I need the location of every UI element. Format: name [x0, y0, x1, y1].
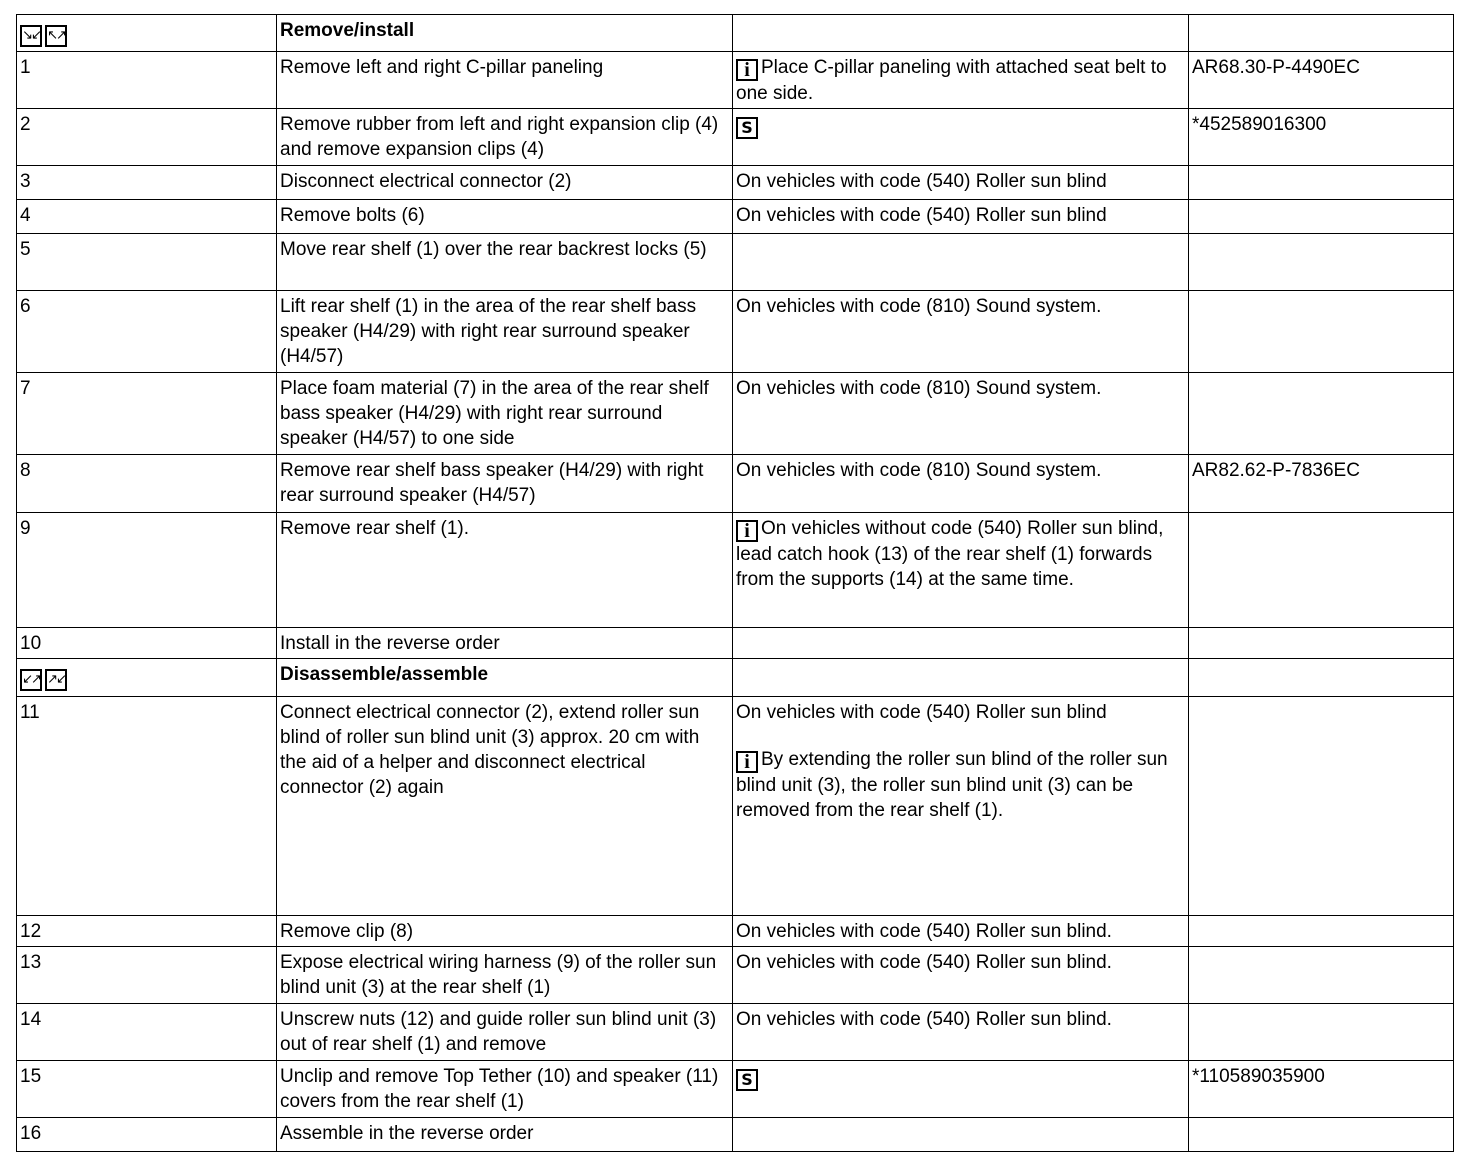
note [736, 950, 1183, 975]
remove-icon: ↘↙ [20, 25, 42, 47]
step-notes [733, 1118, 1189, 1152]
note-text: On vehicles with code (810) Sound system. [736, 460, 1102, 481]
step-number: 5 [17, 234, 277, 291]
note-text: On vehicles with code (810) Sound system. [736, 378, 1102, 399]
table-row [17, 291, 1454, 373]
step-notes [733, 373, 1189, 455]
table-row [17, 1061, 1454, 1118]
section-title: Remove/install [277, 15, 733, 52]
note-text: On vehicles with code (540) Roller sun blind [736, 205, 1107, 226]
step-number: 8 [17, 455, 277, 513]
step-action: Remove rear shelf bass speaker (H4/29) with right rear surround speaker (H4/57) [277, 455, 733, 513]
step-action: Install in the reverse order [277, 628, 733, 659]
step-reference [1189, 166, 1454, 200]
step-action: Remove left and right C-pillar paneling [277, 52, 733, 109]
table-row [17, 109, 1454, 166]
table-row [17, 455, 1454, 513]
step-reference [1189, 1004, 1454, 1061]
step-number: 13 [17, 947, 277, 1004]
step-action: Place foam material (7) in the area of the rear shelf bass speaker (H4/29) with right rear surround speaker (H4/57) to one side [277, 373, 733, 455]
step-reference [1189, 513, 1454, 628]
step-action: Assemble in the reverse order [277, 1118, 733, 1152]
step-action: Lift rear shelf (1) in the area of the rear shelf bass speaker (H4/29) with right rear surround speaker (H4/57) [277, 291, 733, 373]
install-icon: ↖↗ [45, 25, 67, 47]
step-notes [733, 200, 1189, 234]
section-header-row [17, 659, 1454, 697]
step-number: 6 [17, 291, 277, 373]
note [736, 516, 1183, 592]
section-title: Disassemble/assemble [277, 659, 733, 697]
step-notes [733, 234, 1189, 291]
step-notes [733, 166, 1189, 200]
step-number: 1 [17, 52, 277, 109]
step-number: 15 [17, 1061, 277, 1118]
note [736, 1007, 1183, 1032]
step-reference [1189, 916, 1454, 947]
section-header-row [17, 15, 1454, 52]
step-number: 14 [17, 1004, 277, 1061]
note-text: On vehicles without code (540) Roller sun blind, lead catch hook (13) of the rear shelf (1) forwards from the supports (14) at the same time. [736, 518, 1164, 590]
empty-cell [1189, 659, 1454, 697]
step-action: Expose electrical wiring harness (9) of the roller sun blind unit (3) at the rear shelf (1) [277, 947, 733, 1004]
note-text: On vehicles with code (540) Roller sun blind. [736, 952, 1112, 973]
note [736, 747, 1183, 823]
step-notes [733, 513, 1189, 628]
step-action: Unclip and remove Top Tether (10) and speaker (11) covers from the rear shelf (1) [277, 1061, 733, 1118]
section-icons [17, 15, 277, 52]
note [736, 112, 1183, 139]
note [736, 458, 1183, 483]
step-number: 11 [17, 697, 277, 916]
note [736, 169, 1183, 194]
table-row [17, 52, 1454, 109]
note-text: On vehicles with code (540) Roller sun blind [736, 702, 1107, 723]
note-text: On vehicles with code (540) Roller sun blind. [736, 1009, 1112, 1030]
note-text: Place C-pillar paneling with attached seat belt to one side. [736, 57, 1167, 104]
step-number: 7 [17, 373, 277, 455]
step-action: Remove rubber from left and right expansion clip (4) and remove expansion clips (4) [277, 109, 733, 166]
note-text: By extending the roller sun blind of the roller sun blind unit (3), the roller sun blind unit (3) can be removed from the rear shelf (1). [736, 749, 1168, 821]
step-action: Move rear shelf (1) over the rear backrest locks (5) [277, 234, 733, 291]
step-action: Unscrew nuts (12) and guide roller sun blind unit (3) out of rear shelf (1) and remove [277, 1004, 733, 1061]
step-reference [1189, 697, 1454, 916]
step-notes [733, 455, 1189, 513]
table-row [17, 628, 1454, 659]
table-row [17, 166, 1454, 200]
table-row [17, 234, 1454, 291]
step-reference: AR82.62-P-7836EC [1189, 455, 1454, 513]
step-number: 10 [17, 628, 277, 659]
procedure-table-body [17, 15, 1454, 1152]
step-reference [1189, 628, 1454, 659]
info-icon: i [736, 751, 758, 773]
note [736, 376, 1183, 401]
note-text: On vehicles with code (540) Roller sun blind. [736, 921, 1112, 942]
step-reference [1189, 373, 1454, 455]
step-notes [733, 109, 1189, 166]
tool-icon: S [736, 1069, 758, 1091]
step-reference: AR68.30-P-4490EC [1189, 52, 1454, 109]
note [736, 55, 1183, 106]
step-notes [733, 628, 1189, 659]
empty-cell [733, 15, 1189, 52]
table-row [17, 947, 1454, 1004]
step-number: 2 [17, 109, 277, 166]
procedure-table [16, 14, 1454, 1152]
step-number: 3 [17, 166, 277, 200]
step-action: Remove bolts (6) [277, 200, 733, 234]
table-row [17, 200, 1454, 234]
step-number: 12 [17, 916, 277, 947]
step-number: 4 [17, 200, 277, 234]
step-reference [1189, 947, 1454, 1004]
step-notes [733, 291, 1189, 373]
step-notes [733, 947, 1189, 1004]
note [736, 203, 1183, 228]
step-notes [733, 916, 1189, 947]
step-reference [1189, 1118, 1454, 1152]
table-row [17, 513, 1454, 628]
step-reference [1189, 234, 1454, 291]
step-action: Remove clip (8) [277, 916, 733, 947]
step-action: Disconnect electrical connector (2) [277, 166, 733, 200]
empty-cell [733, 659, 1189, 697]
table-row [17, 373, 1454, 455]
step-notes [733, 52, 1189, 109]
step-action: Remove rear shelf (1). [277, 513, 733, 628]
table-row [17, 697, 1454, 916]
step-number: 16 [17, 1118, 277, 1152]
step-action: Connect electrical connector (2), extend roller sun blind of roller sun blind unit (3) approx. 20 cm with the aid of a helper and disconnect electrical connector (2) again [277, 697, 733, 916]
step-reference [1189, 200, 1454, 234]
empty-cell [1189, 15, 1454, 52]
assemble-icon: ↗↙ [45, 669, 67, 691]
note [736, 294, 1183, 319]
note-text: On vehicles with code (810) Sound system. [736, 296, 1102, 317]
tool-icon: S [736, 117, 758, 139]
step-notes [733, 697, 1189, 916]
step-number: 9 [17, 513, 277, 628]
step-notes [733, 1061, 1189, 1118]
note [736, 1064, 1183, 1091]
table-row [17, 1118, 1454, 1152]
step-reference: *110589035900 [1189, 1061, 1454, 1118]
info-icon: i [736, 59, 758, 81]
step-notes [733, 1004, 1189, 1061]
step-reference [1189, 291, 1454, 373]
note [736, 919, 1183, 944]
note [736, 700, 1183, 725]
note-text: On vehicles with code (540) Roller sun blind [736, 171, 1107, 192]
table-row [17, 916, 1454, 947]
note-spacer [736, 725, 1183, 747]
table-row [17, 1004, 1454, 1061]
disassemble-icon: ↙↗ [20, 669, 42, 691]
step-reference: *452589016300 [1189, 109, 1454, 166]
section-icons [17, 659, 277, 697]
info-icon: i [736, 520, 758, 542]
